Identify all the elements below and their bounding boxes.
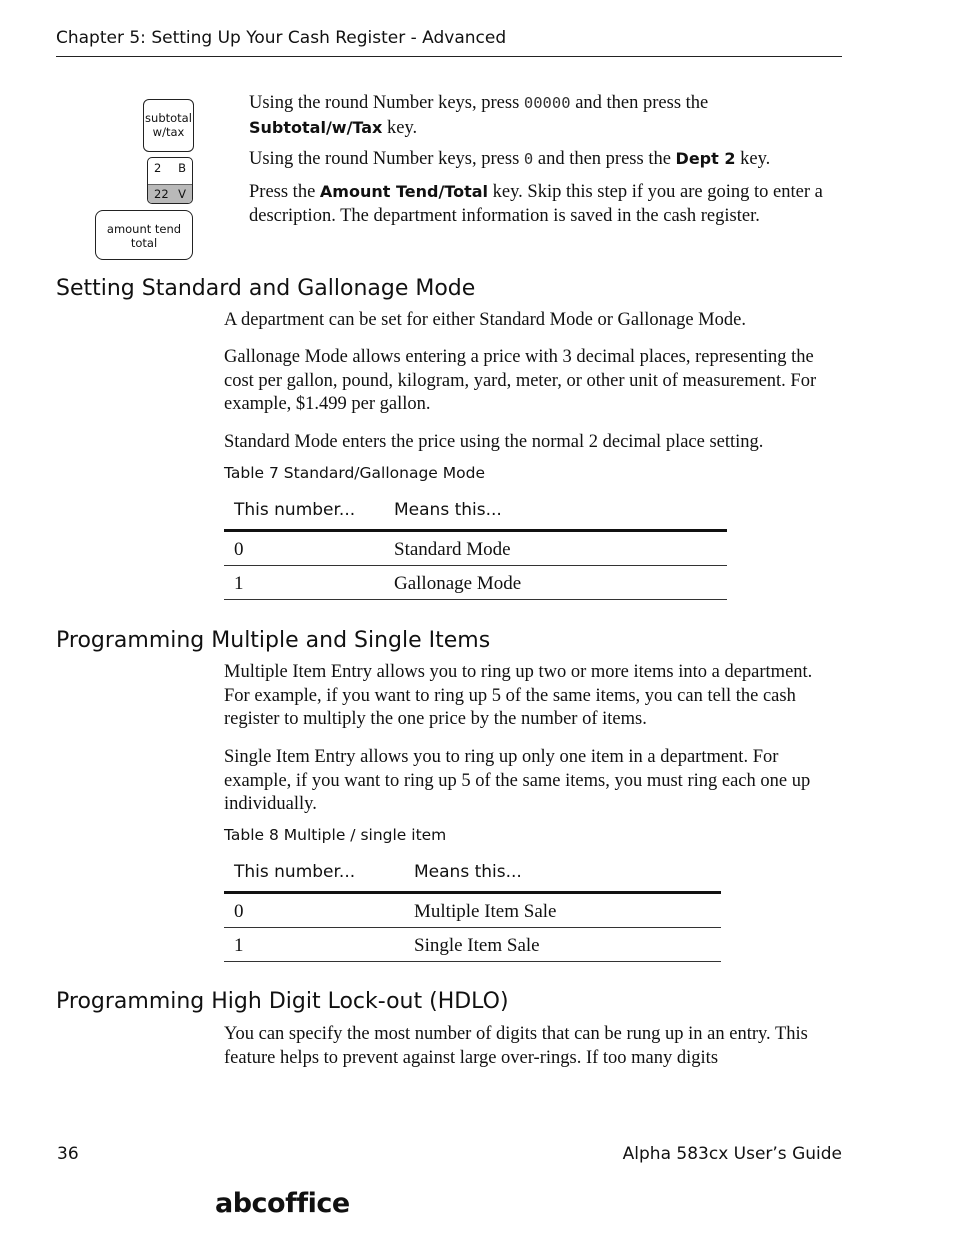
table-7-caption: Table 7 Standard/Gallonage Mode [224,464,485,482]
table-row [224,928,721,962]
table-cell: 1 [234,573,244,594]
subtotal-key-label-2: w/tax [152,125,185,139]
table-header-cell: This number... [234,500,356,520]
amount-key-label-2: total [130,236,158,250]
page-number: 36 [57,1144,79,1164]
section2-paragraph-1: Multiple Item Entry allows you to ring up two or more items into a department. For example, if you want to ring up 5 of the same items, you can tell the cash register to multiply the one price by the number of items. [224,662,813,729]
step-1-text-3: key. [382,117,418,138]
table-8 [224,854,721,962]
table-7 [224,492,727,600]
table-header-row [224,492,727,532]
table-cell: Single Item Sale [414,935,540,956]
table-8-caption: Table 8 Multiple / single item [224,826,447,844]
dept-key-top-right: B [178,161,186,175]
table-cell: Gallonage Mode [394,573,522,594]
dept-2-key-icon [147,157,193,204]
amount-tend-key-icon [95,210,193,260]
table-row [224,566,727,600]
dept-key-bottom-right: V [178,187,186,201]
section1-paragraph-1: A department can be set for either Standard Mode or Gallonage Mode. [224,310,746,330]
subtotal-key-label-1: subtotal [145,111,192,125]
table-header-cell: Means this... [414,862,522,882]
step-2-text-3: key. [735,149,771,169]
step-1 [249,92,849,140]
table-cell: Multiple Item Sale [414,901,557,922]
section3-paragraph-1: You can specify the most number of digits that can be rung up in an entry. This feature helps to prevent against large over-rings. If too many digits [224,1024,808,1068]
dept-key-top-left: 2 [154,161,162,175]
section-heading-hdlo: Programming High Digit Lock-out (HDLO) [56,989,509,1014]
table-header-cell: Means this... [394,500,502,520]
step-2-text-2: and then press the [533,149,676,169]
step-3-key: Amount Tend/Total [319,182,489,201]
table-cell: 0 [234,901,244,922]
section-heading-multiple-single: Programming Multiple and Single Items [56,628,491,653]
header-rule [56,56,842,57]
section2-paragraph-2: Single Item Entry allows you to ring up only one item in a department. For example, if you want to ring up 5 of the same items, you must ring each one up individually. [224,747,811,814]
amount-key-label-1: amount tend [106,222,182,236]
running-head: Chapter 5: Setting Up Your Cash Register - Advanced [56,28,507,48]
step-3 [249,180,849,228]
guide-title: Alpha 583cx User’s Guide [622,1144,842,1164]
step-2-key: Dept 2 [675,149,736,168]
step-2 [249,147,849,172]
table-row [224,894,721,928]
step-2-text: Using the round Number keys, press [249,149,524,169]
table-cell: Standard Mode [394,539,511,560]
section1-paragraph-3: Standard Mode enters the price using the normal 2 decimal place setting. [224,432,764,452]
step-3-text: Press the [249,182,320,202]
step-1-text: Using the round Number keys, press [249,93,524,113]
table-row [224,532,727,566]
step-1-code: 00000 [523,94,571,112]
abcoffice-logo: abcoffice [215,1188,350,1219]
step-2-code: 0 [523,150,534,168]
table-header-row [224,854,721,894]
section1-paragraph-2: Gallonage Mode allows entering a price with 3 decimal places, representing the cost per gallon, pound, kilogram, yard, meter, or other unit of measurement. For example, $1.499 per gallon. [224,347,817,414]
step-3-text-2: key. Skip this step if you are going to enter a description. The department information is saved in the cash register. [249,182,823,226]
table-header-cell: This number... [234,862,356,882]
step-1-text-2: and then press the [570,93,709,113]
subtotal-key-icon [143,99,194,152]
step-1-key: Subtotal/w/Tax [249,117,383,137]
dept-key-bottom-left: 22 [154,187,169,201]
section-heading-standard-gallonage: Setting Standard and Gallonage Mode [56,276,476,301]
table-cell: 0 [234,539,244,560]
table-cell: 1 [234,935,244,956]
